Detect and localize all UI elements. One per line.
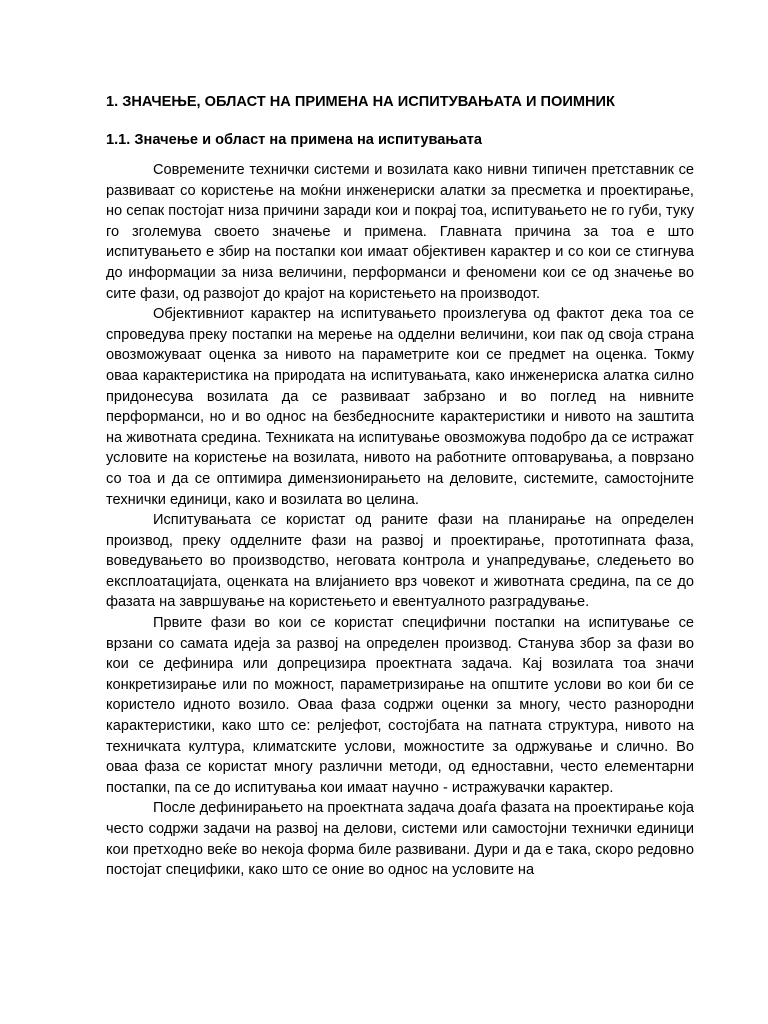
chapter-heading: 1. ЗНАЧЕЊЕ, ОБЛАСТ НА ПРИМЕНА НА ИСПИТУВАЊАТА И ПОИМНИК (106, 94, 615, 110)
body-paragraph: Испитувањата се користат од раните фази на планирање на определен производ, преку одделните фази на развој и проектирање, прототипната фаза, воведувањето во производство, неговата контрола и унапредување, следењето во експлоатацијата, оценката на влијанието врз човекот и животната средина, па се до фазата на завршување на користењето и евентуалното разградување. (106, 512, 694, 611)
body-paragraph: После дефинирањето на проектната задача доаѓа фазата на проектирање која често содржи задачи на развој на делови, системи или самостојни технички единици кои претходно веќе во некоја форма биле развивани. Дури и да е така, скоро редовно постојат специфики, како што се оние во однос на условите на (106, 800, 694, 879)
section-heading: 1.1. Значење и област на примена на испитувањата (106, 132, 482, 148)
body-paragraph: Објективниот карактер на испитувањето произлегува од фактот дека тоа се спроведува преку постапки на мерење на одделни величини, кои пак од своја страна овозможуваат оценка за нивото на параметрите кои се предмет на оценка. Токму оваа карактеристика на природата на испитувањата, како инженериска алатка силно придонесува возилата да се развиваат забрзано и во поглед на нивните перформанси, но и во однос на безбедносните карактеристики и нивото на заштита на животната средина. Техниката на испитување овозможува подобро да се истражат условите на користење на возилата, нивото на работните оптоварувања, а поврзано со тоа и да се оптимира димензионирањето на деловите, системите, самостојните технички единици, како и возилата во целина. (106, 306, 694, 508)
body-paragraph: Современите технички системи и возилата како нивни типичен претставник се развиваат со користење на моќни инженериски алатки за пресметка и проектирање, но сепак постојат низа причини заради кои и покрај тоа, испитувањето не го губи, туку го зголемува своето значење и примена. Главната причина за тоа е што испитувањето е збир на постапки кои имаат објективен карактер и со кои се стигнува до информации за низа величини, перформанси и феномени кои се од значење во сите фази, од развојот до крајот на користењето на производот. (106, 162, 694, 302)
document-page (106, 92, 694, 881)
body-paragraph: Првите фази во кои се користат специфични постапки на испитување се врзани со самата идеја за развој на определен производ. Станува збор за фази во кои се дефинира или допрецизира проектната задача. Кај возилата тоа значи конкретизирање или по можност, параметризирање на општите услови во кои би се користело идното возило. Оваа фаза содржи оценки за многу, често разнородни карактеристики, како што се: релјефот, состојбата на патната структура, нивото на техничката култура, климатските услови, можностите за одржување и слично. Во оваа фаза се користат многу различни методи, од едноставни, често елементарни постапки, па се до испитувања кои имаат научно - истражувачки карактер. (106, 615, 694, 796)
